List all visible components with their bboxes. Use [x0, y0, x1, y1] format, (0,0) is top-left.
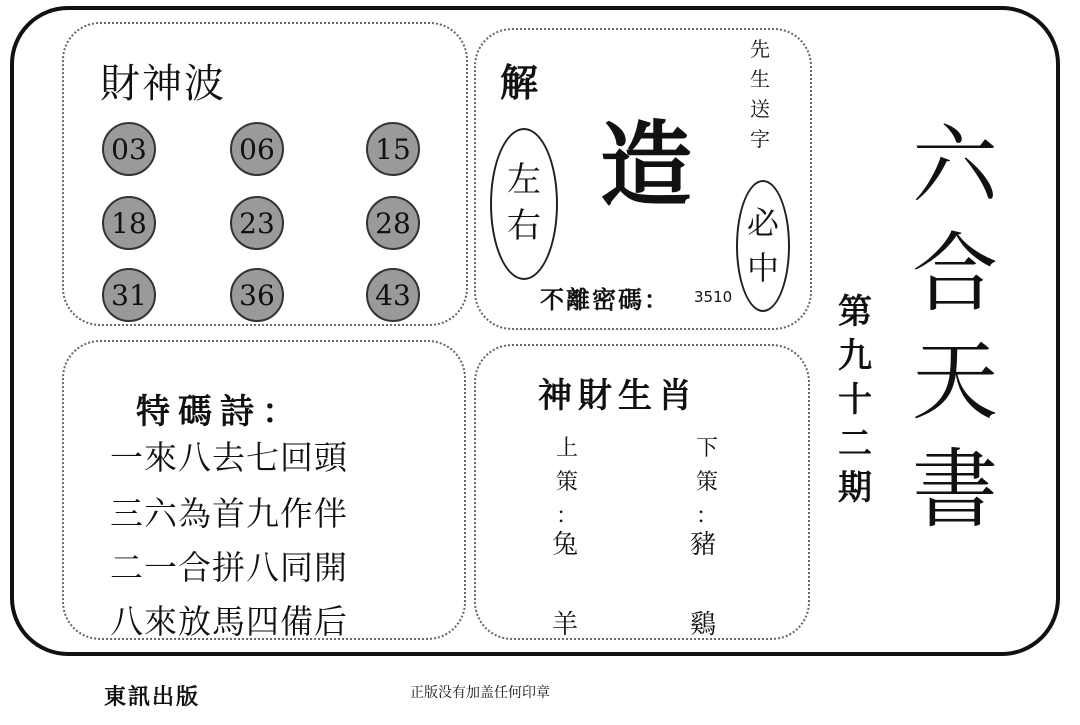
book-title — [912, 112, 998, 544]
poem-line: 二一合拼八同開 — [110, 548, 348, 587]
title-char: 天 — [912, 332, 998, 432]
number-ball: 36 — [230, 268, 284, 322]
label-char: ： — [556, 504, 579, 529]
teacher-char: 字 — [750, 127, 770, 151]
number-ball: 03 — [102, 122, 156, 176]
number-ball: 23 — [230, 196, 284, 250]
poem-line: 八來放馬四備后 — [110, 602, 348, 641]
poem-line: 一來八去七回頭 — [110, 438, 348, 477]
issue-char: 十 — [838, 380, 872, 420]
sure-char: 必 — [746, 204, 779, 243]
teacher-char: 生 — [750, 67, 770, 91]
label-char: ： — [696, 504, 719, 529]
issue-char: 期 — [838, 468, 872, 508]
label-char: 下 — [696, 436, 719, 461]
label-char: 策 — [556, 470, 579, 495]
lower-strategy-label — [696, 432, 718, 534]
riddle-label: 解 — [500, 61, 539, 105]
poem-line: 三六為首九作伴 — [110, 494, 348, 533]
label-char: 上 — [556, 436, 579, 461]
left-char: 左 — [507, 160, 541, 201]
right-char: 右 — [507, 206, 541, 246]
secret-code-label: 不離密碼： — [540, 286, 670, 314]
zodiac-animal: 羊 — [552, 610, 579, 640]
issue-number — [838, 290, 872, 510]
title-char: 六 — [912, 116, 998, 216]
issue-char: 九 — [838, 336, 872, 376]
number-ball: 06 — [230, 122, 284, 176]
number-ball: 31 — [102, 268, 156, 322]
left-right-oval — [490, 128, 558, 280]
zodiac-animal: 兔 — [552, 530, 579, 560]
number-ball: 15 — [366, 122, 420, 176]
wealth-title: 財神波 — [100, 61, 226, 107]
title-char: 書 — [912, 440, 998, 540]
issue-char: 二 — [838, 424, 872, 464]
number-ball: 28 — [366, 196, 420, 250]
zodiac-animal: 豬 — [690, 530, 717, 560]
publisher-label: 東訊出版 — [104, 685, 201, 710]
win-char: 中 — [746, 249, 779, 287]
riddle-character: 造 — [600, 112, 693, 219]
label-char: 策 — [696, 470, 719, 495]
poem-title: 特碼詩： — [136, 392, 304, 432]
zodiac-animal: 鷄 — [690, 610, 717, 640]
number-ball: 43 — [366, 268, 420, 322]
secret-code-value: 3510 — [694, 288, 733, 306]
title-char: 合 — [912, 224, 998, 324]
authenticity-notice: 正版没有加盖任何印章 — [410, 685, 550, 701]
issue-char: 第 — [838, 292, 872, 332]
teacher-char: 送 — [750, 97, 770, 121]
zodiac-title: 神財生肖 — [538, 376, 698, 416]
teacher-text — [750, 34, 770, 154]
sure-win-oval — [736, 180, 790, 312]
upper-strategy-label — [556, 432, 578, 534]
number-ball: 18 — [102, 196, 156, 250]
teacher-char: 先 — [750, 37, 770, 61]
